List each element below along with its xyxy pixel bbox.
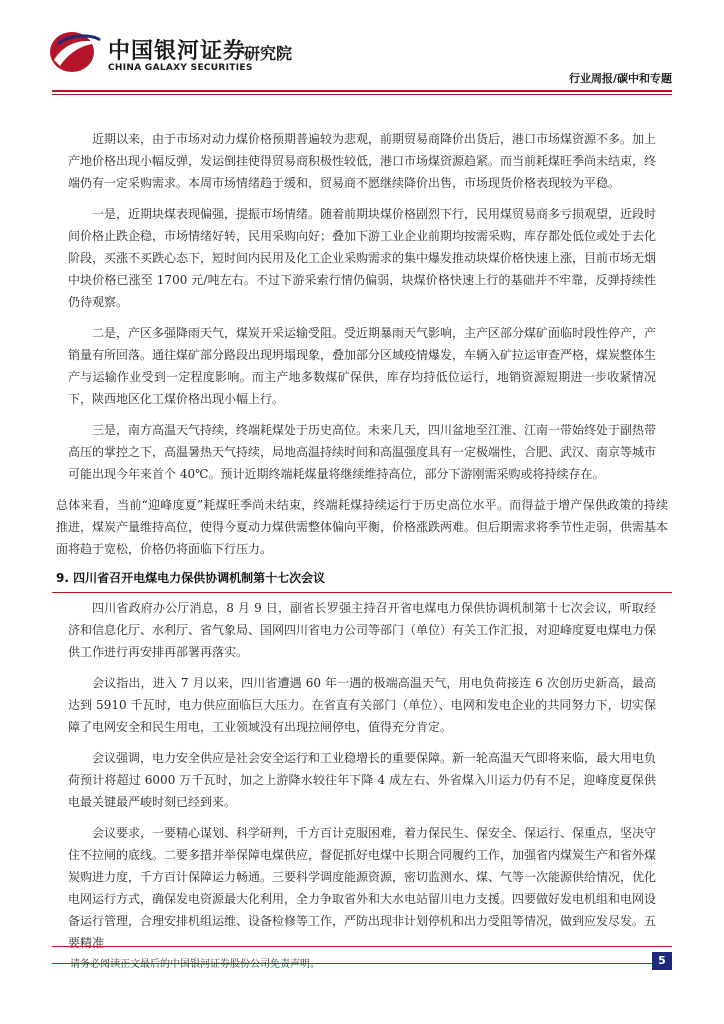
paragraph: 会议要求，一要精心谋划、科学研判，千方百计克服困难，着力保民生、保安全、保运行、保重点，坚决守住不拉闸的底线。二要多措并举保障电煤供应，督促抓好电煤中长期合同履约工作，加强省内煤炭生产和省外煤炭购进力度，千方百计保障运力畅通。三要科学调度能源资源，密切监测水、煤、气等一次能源供给情况，优化电网运行方式，确保发电资源最大化利用，全力争取省外和大水电站留川电力支援。四要做好发电机组和电网设备运行管理，合理安排机组运维、设备检修等工作，严防出现非计划停机和出力受阻等情况，做到应发尽发。五要精准 bbox=[68, 826, 657, 950]
brand-name-cn: 中国银河证券 bbox=[108, 39, 247, 64]
paragraph: 二是，产区多强降雨天气，煤炭开采运输受阻。受近期暴雨天气影响，主产区部分煤矿面临时段性停产，产销量有所回落。通往煤矿部分路段出现坍塌现象，叠加部分区域疫情爆发，车辆入矿拉运审查严格，煤炭整体生产与运输作业受到一定程度影响。而主产地多数煤矿保供，库存均持低位运行，地销资源短期进一步收紧情况下，陕西地区化工煤价格出现小幅上行。 bbox=[68, 326, 657, 406]
paragraph: 会议强调，电力安全供应是社会安全运行和工业稳增长的重要保障。新一轮高温天气即将来临，最大用电负荷预计将超过 6000 万千瓦时，加之上游降水较往年下降 4 成左右、外省煤入川运力仍有不足，迎峰度夏保供电最关键最严峻时刻已经到来。 bbox=[68, 751, 657, 809]
summary-paragraph: 总体来看，当前“迎峰度夏”耗煤旺季尚未结束，终端耗煤持续运行于历史高位水平。而得益于增产保供政策的持续推进，煤炭产量维持高位，使得今夏动力煤供需整体偏向平衡，价格涨跌两难。但后期需求将季节性走弱，供需基本面将趋于宽松，价格仍将面临下行压力。 bbox=[56, 498, 669, 556]
page-number: 5 bbox=[652, 952, 672, 970]
page-header bbox=[0, 0, 724, 100]
paragraph: 一是，近期块煤表现偏强，提振市场情绪。随着前期块煤价格剧烈下行，民用煤贸易商多亏损观望，近段时间价格止跌企稳，市场情绪好转，民用采购向好；叠加下游工业企业前期均按需采购，库存都处低位或处于去化阶段，买涨不买跌心态下，短时间内民用及化工企业采购需求的集中爆发推动块煤价格快速上涨，目前市场无烟中块价格已涨至 1700 元/吨左右。不过下游采索行情仍偏弱，块煤价格快速上行的基础并不牢靠，反弹持续性仍待观察。 bbox=[68, 207, 657, 309]
disclaimer-text: 请务必阅读正文最后的中国银河证券股份公司免责声明。 bbox=[70, 959, 320, 970]
footer-divider bbox=[52, 946, 672, 947]
section-body bbox=[52, 592, 672, 964]
paragraph: 三是，南方高温天气持续，终端耗煤处于历史高位。未来几天，四川盆地至江淮、江南一带始终处于副热带高压的掌控之下，高温暑热天气持续，局地高温持续时间和高温强度具有一定极端性，合肥、武汉、南京等城市可能出现今年来首个 40℃。预计近期终端耗煤量将继续维持高位，部分下游刚需采购或将持续存在。 bbox=[68, 423, 657, 481]
header-divider-thin bbox=[52, 94, 672, 95]
institute-label: 研究院 bbox=[244, 44, 293, 63]
paragraph: 四川省政府办公厅消息，8 月 9 日，副省长罗强主持召开省电煤电力保供协调机制第十七次会议，听取经济和信息化厅、水利厅、省气象局、国网四川省电力公司等部门（单位）有关工作汇报，对迎峰度夏电煤电力保供工作进行再安排再部署再落实。 bbox=[68, 601, 657, 659]
header-divider bbox=[52, 90, 672, 92]
paragraph: 会议指出，进入 7 月以来，四川省遭遇 60 年一遇的极端高温天气，用电负荷接连 6 次创历史新高，最高达到 5910 千瓦时，电力供应面临巨大压力。在省直有关部门（单位）、电网和发电企业的共同努力下，切实保障了电网安全和民生用电，工业领域没有出现拉闸停电，值得充分肯定。 bbox=[68, 676, 656, 734]
report-type-label: 行业周报/碳中和专题 bbox=[568, 72, 672, 85]
galaxy-logo-icon bbox=[48, 30, 104, 74]
main-content bbox=[52, 128, 672, 964]
paragraph: 近期以来，由于市场对动力煤价格预期普遍较为悲观，前期贸易商降价出货后，港口市场煤资源不多。加上产地价格出现小幅反弹，发运倒挂使得贸易商积极性较低，港口市场煤资源趋紧。而当前耗煤旺季尚未结束，终端仍有一定采购需求。本周市场情绪趋于缓和，贸易商不愿继续降价出售，市场现货价格表现较为平稳。 bbox=[68, 132, 657, 190]
section-heading: 9. 四川省召开电煤电力保供协调机制第十七次会议 bbox=[56, 571, 326, 585]
brand-name-en: CHINA GALAXY SECURITIES bbox=[108, 63, 253, 73]
